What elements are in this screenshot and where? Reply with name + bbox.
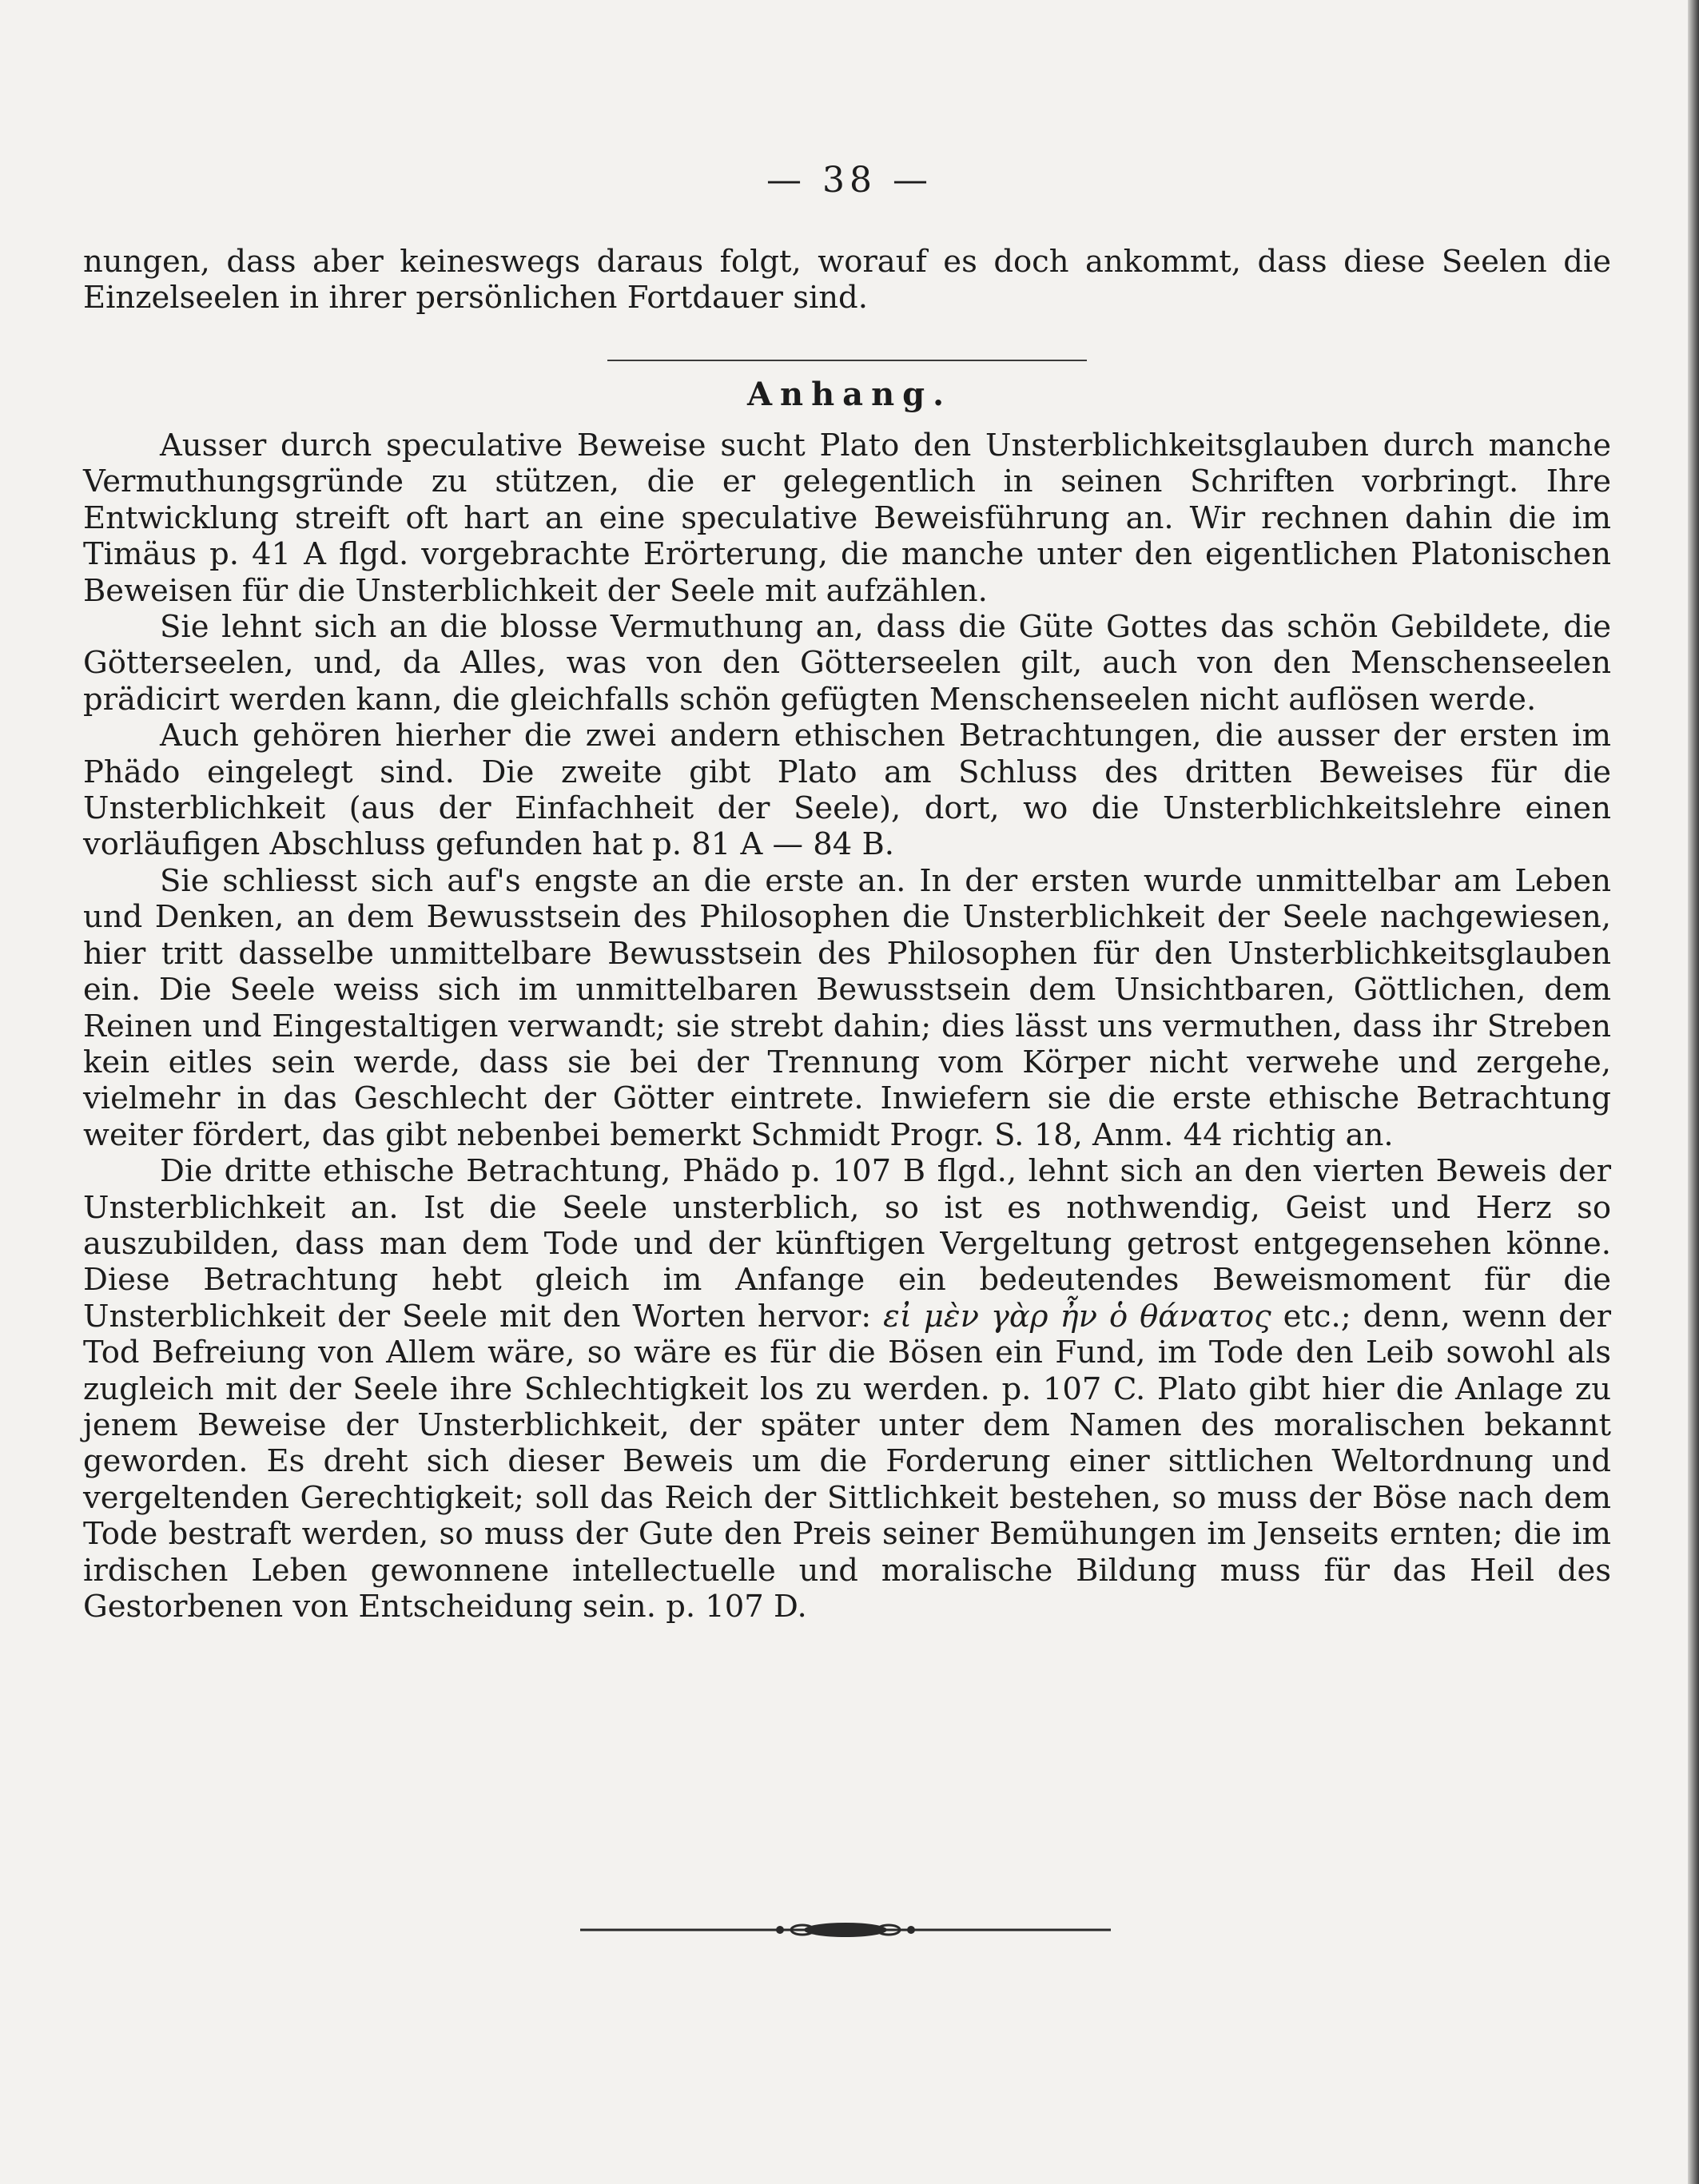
scan-edge <box>1688 0 1699 2184</box>
paragraph-5 <box>83 1153 1611 1625</box>
intro-text: nungen, dass aber keineswegs daraus folgt, worauf es doch ankommt, dass diese Seelen die Einzelseelen in ihrer persönlichen Fortdauer sind. <box>83 244 1611 316</box>
appendix-body <box>83 428 1611 1625</box>
paragraph-2: Sie lehnt sich an die blosse Vermuthung an, dass die Güte Gottes das schön Gebildete, die Götterseelen, und, da Alles, was von den Götterseelen gilt, auch von den Menschenseelen prädicirt werden kann, die gleichfalls schön gefügten Menschenseelen nicht auflösen werde. <box>83 609 1611 718</box>
paragraph-4: Sie schliesst sich auf's engste an die erste an. In der ersten wurde unmittelbar am Leben und Denken, an dem Bewusstsein des Philosophen die Unsterblichkeit der Seele nachgewiesen, hier tritt dasselbe unmittelbare Bewusstsein des Philosophen für den Unsterblichkeitsglauben ein. Die Seele weiss sich im unmittelbaren Bewusstsein dem Unsichtbaren, Göttlichen, dem Reinen und Eingestaltigen verwandt; sie strebt dahin; dies lässt uns vermuthen, dass ihr Streben kein eitles sein werde, dass sie bei der Trennung vom Körper nicht verwehe und zergehe, vielmehr in das Geschlecht der Götter eintrete. Inwiefern sie die erste ethische Betrachtung weiter fördert, das gibt nebenbei bemerkt Schmidt Progr. S. 18, Anm. 44 richtig an. <box>83 862 1611 1153</box>
page-number: — 38 — <box>766 160 933 201</box>
end-ornament <box>580 1914 1111 1946</box>
greek-quote: εἰ μὲν γὰρ ἦν ὁ θάνατος <box>883 1298 1271 1335</box>
section-title: Anhang. <box>746 376 953 413</box>
paragraph-3: Auch gehören hierher die zwei andern ethischen Betrachtungen, die ausser der ersten im Phädo eingelegt sind. Die zweite gibt Plato am Schluss des dritten Beweises für die Unsterblichkeit (aus der Einfachheit der Seele), dort, wo die Unsterblichkeitslehre einen vorläufigen Abschluss gefunden hat p. 81 A — 84 B. <box>83 718 1611 863</box>
section-divider <box>607 360 1087 361</box>
paragraph-5-start: Die dritte ethische Betrachtung, Phädo p. 107 B flgd., lehnt sich an den vierten Beweis der Unsterblichkeit an. Ist die Seele unsterblich, so ist es nothwendig, Geist und Herz so auszubilden, dass man dem Tode und der künftigen Vergeltung getrost entgegensehen könne. Diese Betrachtung hebt gleich im Anfange ein bedeutendes Beweismoment für die Unsterblichkeit der Seele mit den Worten hervor: <box>83 1153 1611 1335</box>
paragraph-5-end: etc.; denn, wenn der Tod Befreiung von Allem wäre, so wäre es für die Bösen ein Fund, im Tode den Leib sowohl als zugleich mit der Seele ihre Schlechtigkeit los zu werden. p. 107 C. Plato gibt hier die Anlage zu jenem Beweise der Unsterblichkeit, der später unter dem Namen des moralischen bekannt geworden. Es dreht sich dieser Beweis um die Forderung einer sittlichen Weltordnung und vergeltenden Gerechtigkeit; soll das Reich der Sittlichkeit bestehen, so muss der Böse nach dem Tode bestraft werden, so muss der Gute den Preis seiner Bemühungen im Jenseits ernten; die im irdischen Leben gewonnene intellectuelle und moralische Bildung muss für das Heil des Gestorbenen von Entscheidung sein. p. 107 D. <box>83 1298 1611 1625</box>
intro-paragraph <box>83 244 1611 316</box>
paragraph-1: Ausser durch speculative Beweise sucht Plato den Unsterblichkeitsglauben durch manche Vermuthungsgründe zu stützen, die er gelegentlich in seinen Schriften vorbringt. Ihre Entwicklung streift oft hart an eine speculative Beweisführung an. Wir rechnen dahin die im Timäus p. 41 A flgd. vorgebrachte Erörterung, die manche unter den eigentlichen Platonischen Beweisen für die Unsterblichkeit der Seele mit aufzählen. <box>83 428 1611 609</box>
